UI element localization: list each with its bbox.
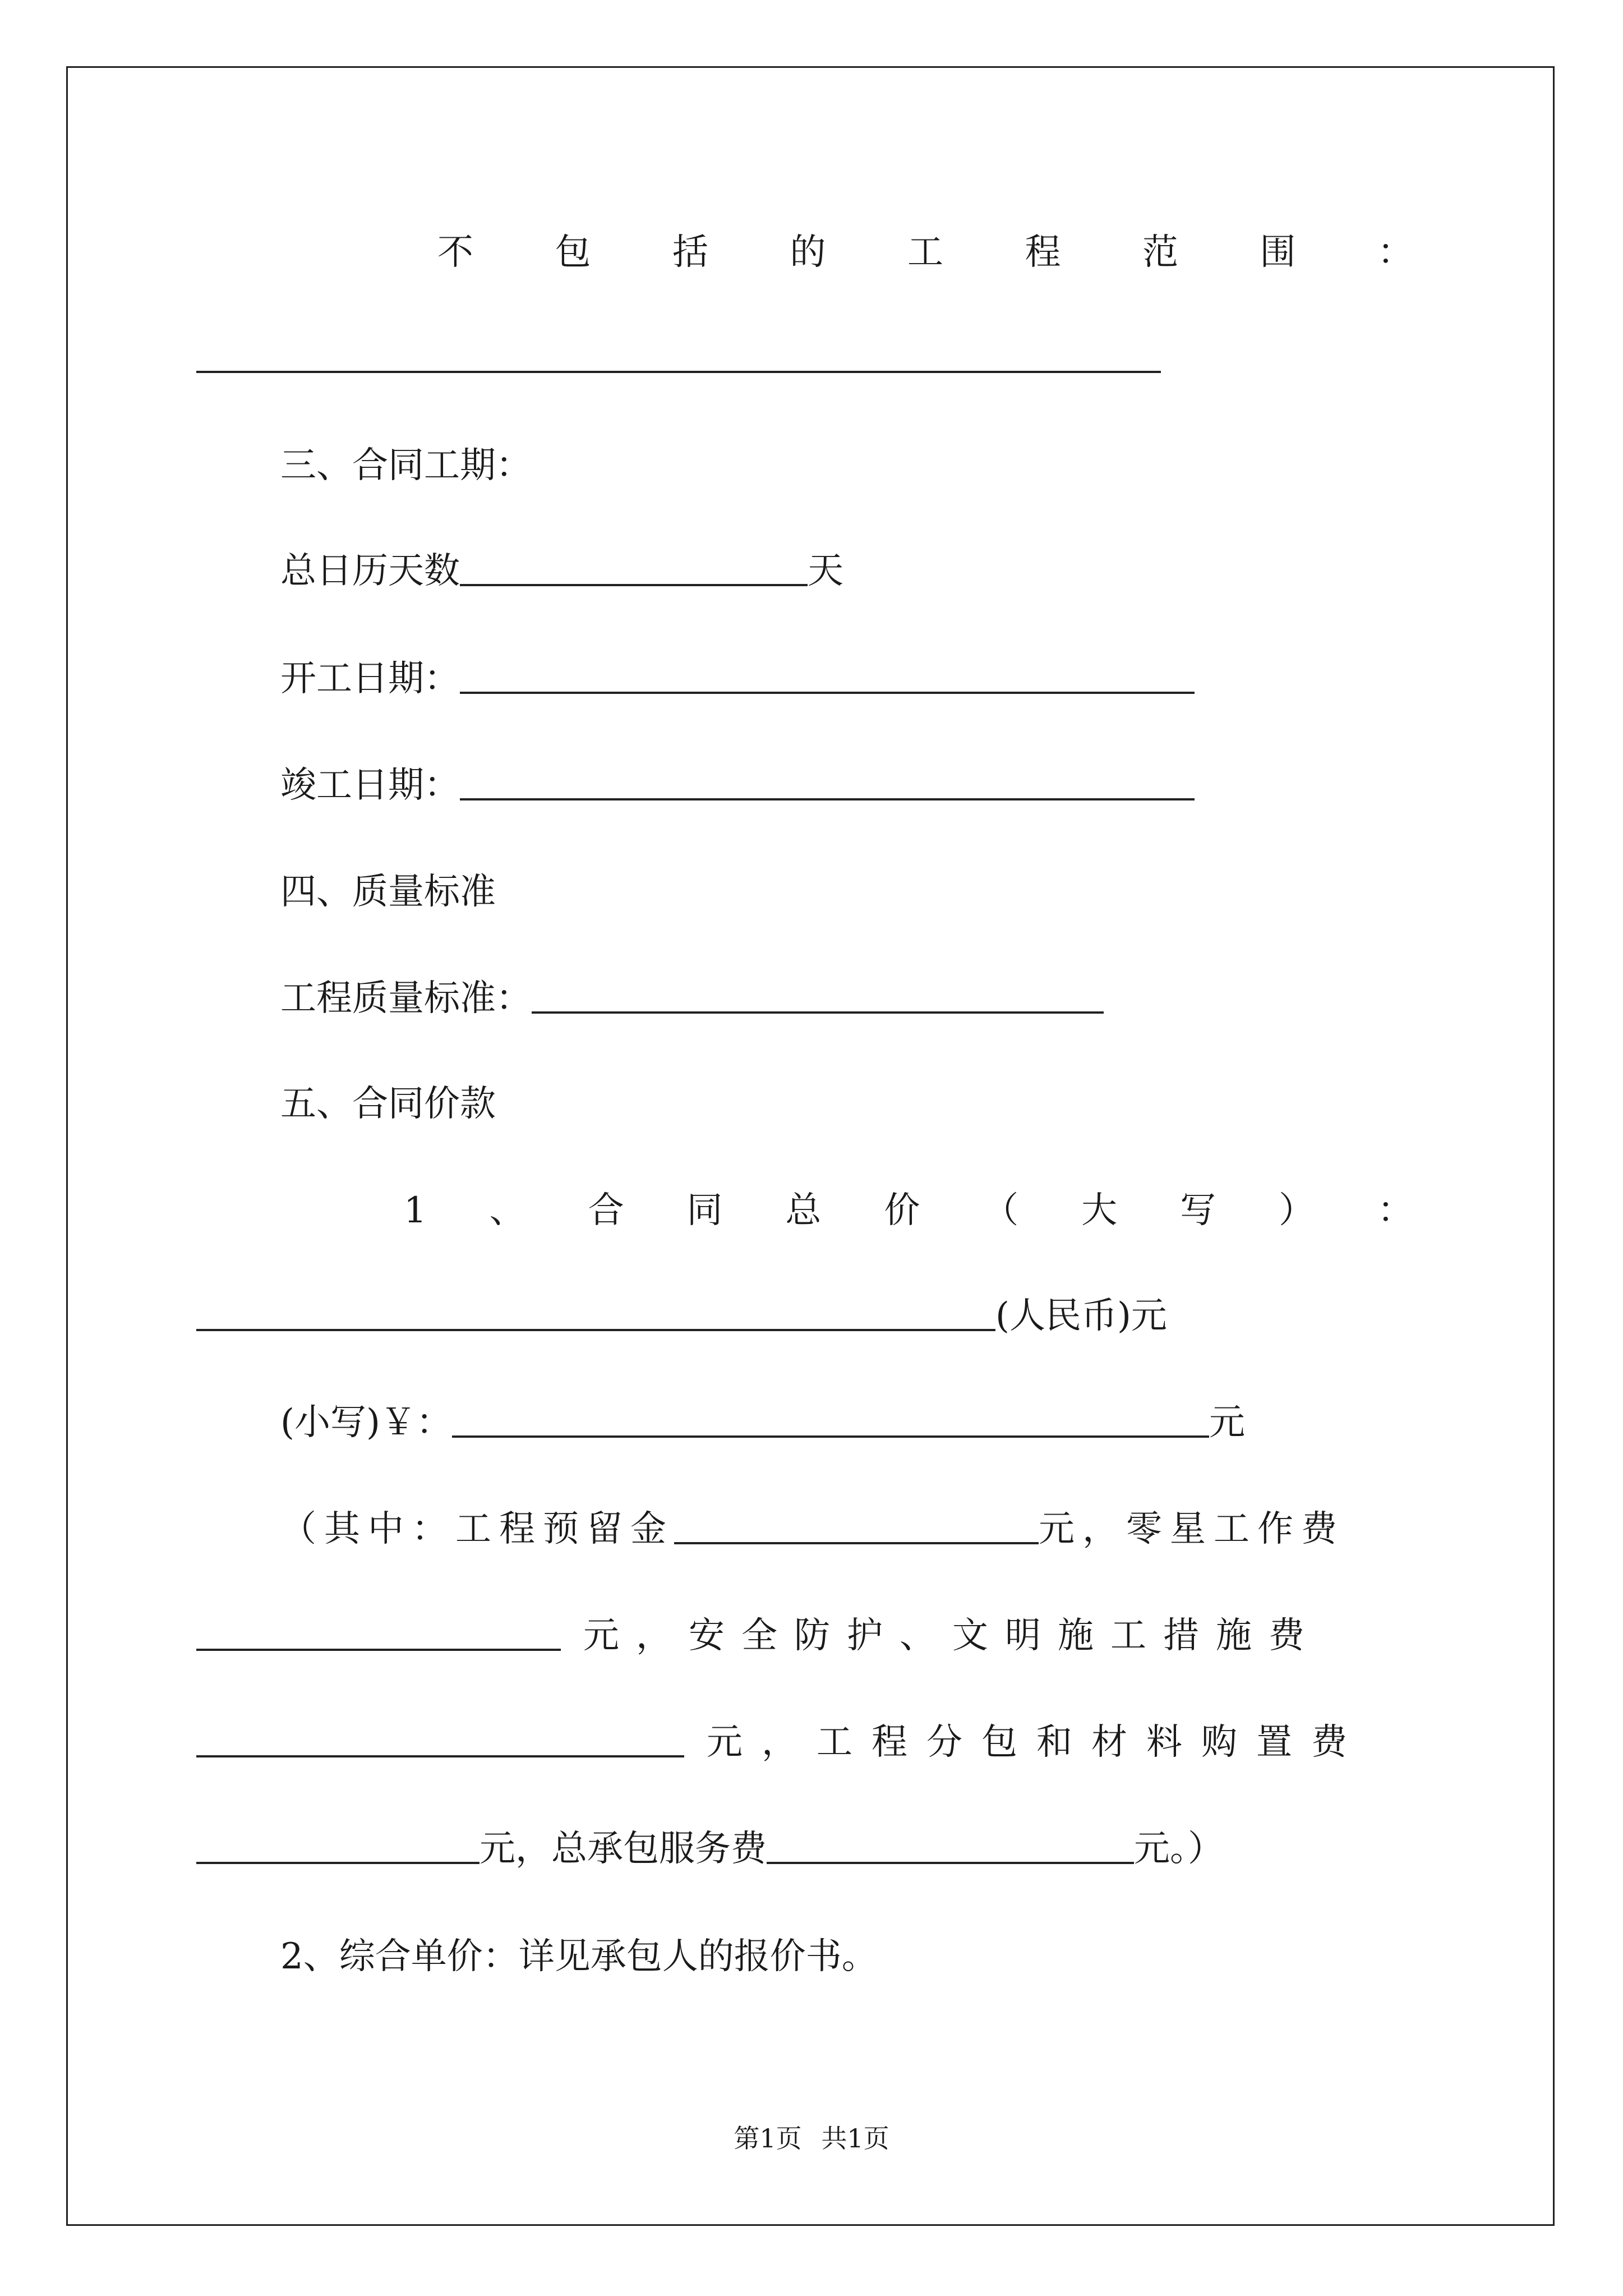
breakdown-row-d: 元，总承包服务费 元。）	[196, 1826, 1224, 1871]
page-total: 共1页	[821, 2123, 889, 2154]
total-days-row	[280, 549, 843, 593]
lowercase-label: (小写)￥：	[280, 1402, 452, 1443]
fill-blank	[532, 1011, 1104, 1014]
fill-blank	[452, 1435, 1209, 1438]
total-price-uppercase-row	[196, 1294, 1167, 1338]
quality-label: 工程质量标准：	[280, 978, 532, 1019]
scope-excluded-blank	[196, 335, 1161, 380]
fill-blank	[196, 1755, 684, 1757]
rmb-suffix: (人民币)元	[995, 1295, 1167, 1337]
fill-blank	[460, 692, 1195, 694]
quality-row	[280, 976, 1104, 1021]
section-4-title: 四、质量标准	[280, 871, 496, 913]
start-date-row	[280, 656, 1195, 701]
breakdown-row-b: 元，安全防护、文明施工措施费	[196, 1613, 1321, 1658]
section-5-title: 五、合同价款	[280, 1083, 496, 1125]
total-price-heading: 1 、 合 同 总 价 （ 大 写 ） ：	[404, 1190, 1413, 1231]
fill-blank	[196, 1649, 561, 1651]
fill-blank	[460, 798, 1195, 800]
lowercase-unit: 元	[1209, 1402, 1245, 1443]
fill-blank	[196, 371, 1161, 373]
end-date-row	[280, 763, 1195, 808]
page-number: 第1页	[734, 2123, 802, 2154]
breakdown-row-c: 元，工程分包和材料购置费	[196, 1720, 1366, 1765]
fill-blank	[767, 1862, 1134, 1864]
page-footer	[0, 2122, 1623, 2155]
fill-blank	[674, 1542, 1039, 1544]
end-date-label: 竣工日期：	[280, 765, 460, 806]
breakdown-row-a: （其中：工程预留金 元，零星工作费	[280, 1508, 1345, 1550]
total-days-unit: 天	[808, 550, 843, 592]
total-days-label: 总日历天数	[280, 550, 460, 592]
scope-excluded-heading: 不 包 括 的 工 程 范 围 ：	[437, 232, 1413, 273]
start-date-label: 开工日期：	[280, 658, 460, 700]
unit-price-line: 2、综合单价：详见承包人的报价书。	[280, 1936, 878, 1977]
page-border	[66, 66, 1555, 2226]
fill-blank	[196, 1862, 479, 1864]
fill-blank	[196, 1329, 995, 1331]
total-price-lowercase-row	[280, 1400, 1245, 1445]
section-3-title: 三、合同工期：	[280, 445, 532, 486]
fill-blank	[460, 584, 808, 586]
